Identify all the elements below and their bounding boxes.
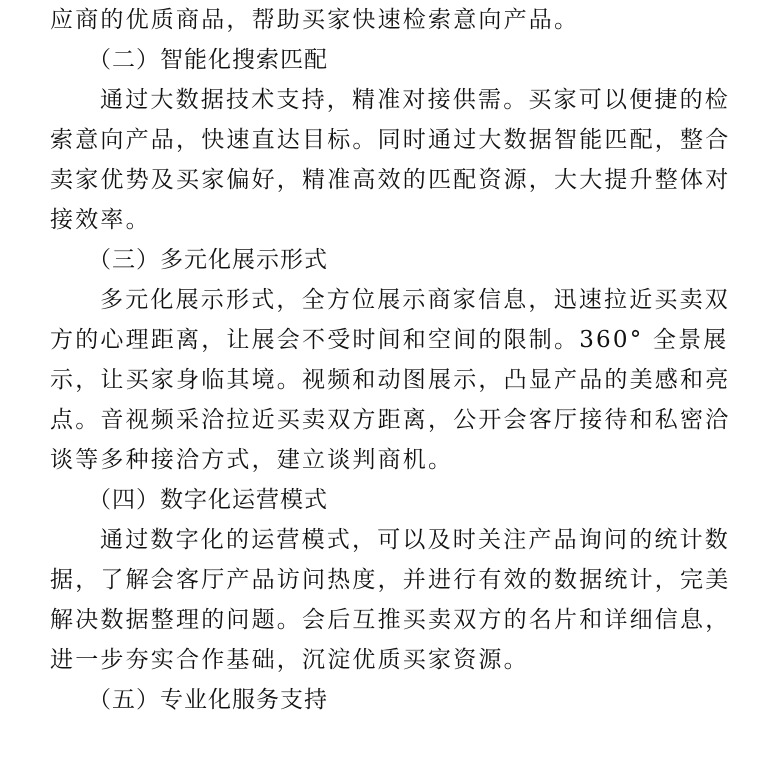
paragraph-line: 进一步夯实合作基础，沉淀优质买家资源。 bbox=[50, 647, 529, 673]
paragraph-line: 多元化展示形式，全方位展示商家信息，迅速拉近买卖双 bbox=[100, 287, 730, 313]
paragraph-line: 通过数字化的运营模式，可以及时关注产品询问的统计数 bbox=[100, 527, 730, 553]
paragraph-line: 谈等多种接洽方式，建立谈判商机。 bbox=[50, 447, 454, 473]
section-heading-4: （四）数字化运营模式 bbox=[88, 487, 328, 513]
section-heading-2: （二）智能化搜索匹配 bbox=[88, 47, 328, 73]
paragraph-line: 卖家优势及买家偏好，精准高效的匹配资源，大大提升整体对 bbox=[50, 167, 731, 193]
paragraph-line: 据，了解会客厅产品访问热度，并进行有效的数据统计，完美 bbox=[50, 567, 731, 593]
section-heading-5: （五）专业化服务支持 bbox=[88, 687, 328, 713]
paragraph-line: 解决数据整理的问题。会后互推买卖双方的名片和详细信息， bbox=[50, 607, 731, 633]
paragraph-line: 应商的优质商品，帮助买家快速检索意向产品。 bbox=[50, 7, 580, 33]
section-heading-3: （三）多元化展示形式 bbox=[88, 247, 328, 273]
paragraph-line: 点。音视频采洽拉近买卖双方距离，公开会客厅接待和私密洽 bbox=[50, 407, 731, 433]
paragraph-line: 方的心理距离，让展会不受时间和空间的限制。360° 全景展 bbox=[50, 327, 729, 353]
paragraph-line: 接效率。 bbox=[50, 207, 151, 233]
paragraph-line: 通过大数据技术支持，精准对接供需。买家可以便捷的检 bbox=[100, 87, 730, 113]
paragraph-line: 索意向产品，快速直达目标。同时通过大数据智能匹配，整合 bbox=[50, 127, 731, 153]
paragraph-line: 示，让买家身临其境。视频和动图展示，凸显产品的美感和亮 bbox=[50, 367, 731, 393]
